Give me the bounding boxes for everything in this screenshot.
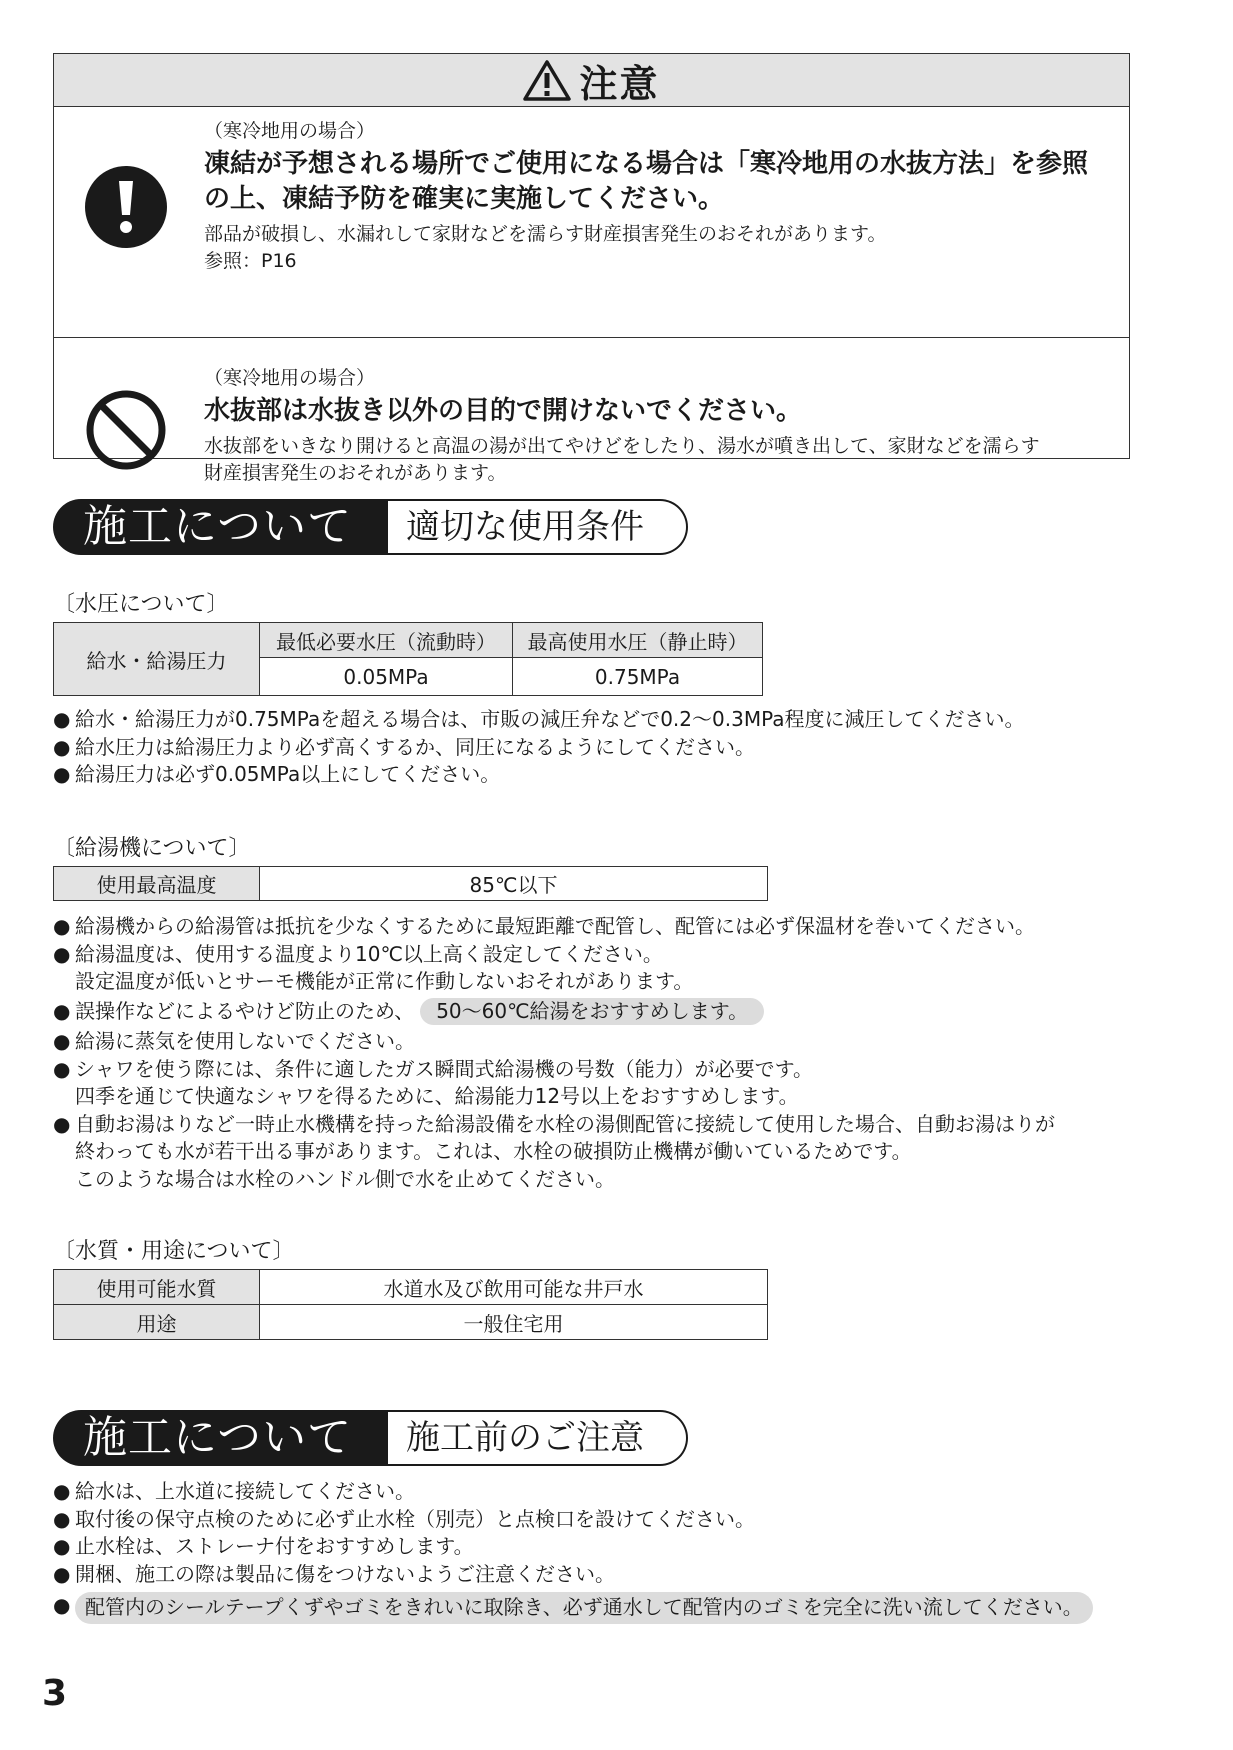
highlight-flush-pipes: 配管内のシールテープくずやゴミをきれいに取除き、必ず通水して配管内のゴミを完全に洗い流してください。 bbox=[75, 1592, 1093, 1624]
quality-table bbox=[53, 1269, 768, 1340]
warning-text bbox=[204, 119, 1109, 275]
pressure-value-max: 0.75MPa bbox=[513, 658, 763, 696]
list-item: ● 給湯に蒸気を使用しないでください。 bbox=[53, 1028, 1173, 1056]
caution-title: 注意 bbox=[579, 61, 660, 106]
warning-reference: 参照：P16 bbox=[204, 250, 297, 272]
list-item-text: 誤操作などによるやけど防止のため、 bbox=[75, 998, 415, 1023]
list-item: ● 給水は、上水道に接続してください。 bbox=[53, 1478, 1183, 1506]
warning-main: 凍結が予想される場所でご使用になる場合は「寒冷地用の水抜方法」を参照の上、凍結予防を確実に実施してください。 bbox=[204, 149, 1089, 214]
warning-text bbox=[204, 366, 1109, 487]
section-tab-label: 適切な使用条件 bbox=[388, 499, 688, 555]
list-item-continuation: 四季を通じて快適なシャワを得るために、給湯能力12号以上をおすすめします。 bbox=[75, 1084, 799, 1108]
pressure-notes bbox=[53, 706, 1153, 789]
list-item-continuation: 設定温度が低いとサーモ機能が正常に作動しないおそれがあります。 bbox=[75, 969, 694, 993]
section-pill-label: 施工について bbox=[53, 499, 388, 555]
section-pill-label: 施工について bbox=[53, 1410, 388, 1466]
list-item: ● 給水・給湯圧力が0.75MPaを超える場合は、市販の減圧弁などで0.2〜0.3MPa程度に減圧してください。 bbox=[53, 706, 1153, 734]
list-item: ● 止水栓は、ストレーナ付をおすすめします。 bbox=[53, 1533, 1183, 1561]
list-item bbox=[53, 998, 1173, 1026]
warning-main: 水抜部は水抜き以外の目的で開けないでください。 bbox=[204, 396, 803, 426]
pressure-header-max: 最高使用水圧（静止時） bbox=[513, 623, 763, 658]
list-item: ● 開梱、施工の際は製品に傷をつけないようご注意ください。 bbox=[53, 1561, 1183, 1589]
heater-label: 使用最高温度 bbox=[54, 867, 260, 901]
warning-row-drain bbox=[54, 338, 1129, 484]
prohibition-icon bbox=[84, 388, 168, 472]
highlight-recommend-temp: 50〜60℃給湯をおすすめします。 bbox=[420, 998, 764, 1026]
warning-triangle-icon bbox=[523, 59, 571, 101]
list-item: ● シャワを使う際には、条件に適したガス瞬間式給湯機の号数（能力）が必要です。 bbox=[53, 1056, 1173, 1084]
pressure-header-min: 最低必要水圧（流動時） bbox=[260, 623, 513, 658]
list-item: ● 給湯圧力は必ず0.05MPa以上にしてください。 bbox=[53, 761, 1153, 789]
list-item: ● 取付後の保守点検のために必ず止水栓（別売）と点検口を設けてください。 bbox=[53, 1506, 1183, 1534]
caution-header bbox=[54, 54, 1129, 107]
quality-value: 水道水及び飲用可能な井戸水 bbox=[260, 1270, 768, 1305]
page-number: 3 bbox=[42, 1673, 68, 1714]
list-item: ● 自動お湯はりなど一時止水機構を持った給湯設備を水栓の湯側配管に接続して使用した場合、自動お湯はりが bbox=[53, 1111, 1173, 1139]
quality-title: 〔水質・用途について〕 bbox=[53, 1239, 295, 1264]
warning-detail: 水抜部をいきなり開けると高温の湯が出てやけどをしたり、湯水が噴き出して、家財などを濡らす財産損害発生のおそれがあります。 bbox=[204, 435, 1040, 484]
pressure-table bbox=[53, 622, 763, 696]
list-item: ● 給湯温度は、使用する温度より10℃以上高く設定してください。 bbox=[53, 941, 1173, 969]
pressure-row-label: 給水・給湯圧力 bbox=[54, 623, 260, 696]
heater-title: 〔給湯機について〕 bbox=[53, 836, 251, 861]
heater-notes bbox=[53, 913, 1173, 1193]
pressure-value-min: 0.05MPa bbox=[260, 658, 513, 696]
heater-table bbox=[53, 866, 768, 901]
heater-value: 85℃以下 bbox=[260, 867, 768, 901]
usage-label: 用途 bbox=[54, 1305, 260, 1340]
precaution-notes bbox=[53, 1478, 1183, 1624]
list-item-continuation: 終わっても水が若干出る事があります。これは、水栓の破損防止機構が働いているためです。 bbox=[75, 1139, 912, 1163]
quality-label: 使用可能水質 bbox=[54, 1270, 260, 1305]
list-item bbox=[53, 1592, 1183, 1624]
warning-condition: （寒冷地用の場合） bbox=[204, 120, 376, 142]
list-item-continuation: このような場合は水栓のハンドル側で水を止めてください。 bbox=[75, 1166, 615, 1191]
pressure-title: 〔水圧について〕 bbox=[53, 592, 229, 617]
section-tab-label: 施工前のご注意 bbox=[388, 1410, 688, 1466]
warning-condition: （寒冷地用の場合） bbox=[204, 367, 376, 389]
warning-row-freeze bbox=[54, 107, 1129, 338]
usage-value: 一般住宅用 bbox=[260, 1305, 768, 1340]
caution-box bbox=[53, 53, 1130, 484]
list-item: ● 給湯機からの給湯管は抵抗を少なくするために最短距離で配管し、配管には必ず保温材を巻いてください。 bbox=[53, 913, 1173, 941]
mandatory-exclamation-icon bbox=[84, 165, 168, 249]
warning-detail: 部品が破損し、水漏れして家財などを濡らす財産損害発生のおそれがあります。 bbox=[204, 223, 887, 245]
list-item: ● 給水圧力は給湯圧力より必ず高くするか、同圧になるようにしてください。 bbox=[53, 734, 1153, 762]
